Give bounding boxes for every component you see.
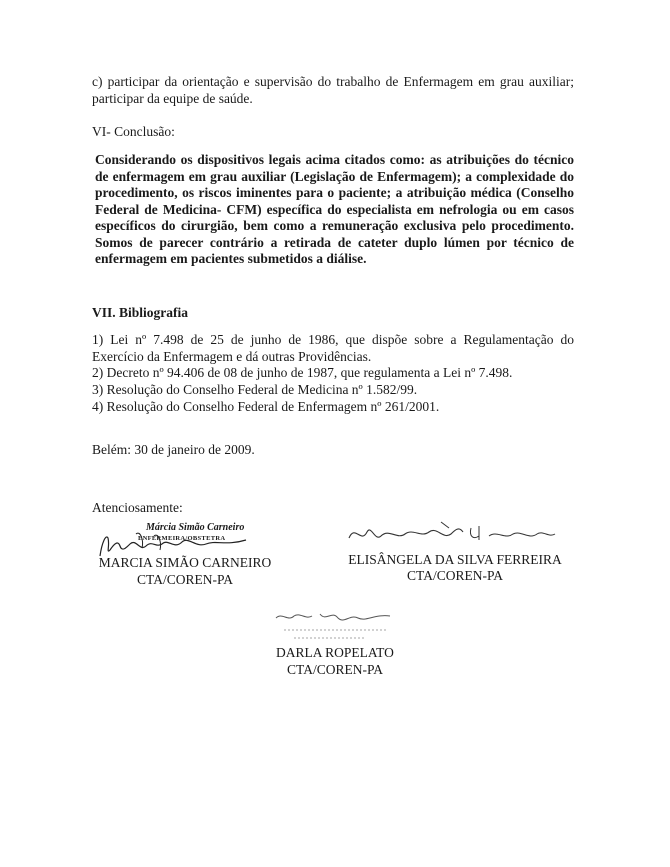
signatory-name-elisangela: ELISÂNGELA DA SILVA FERREIRA	[348, 552, 562, 567]
section-vi-title: VI- Conclusão:	[92, 124, 175, 139]
bibliography-item-1: 1) Lei nº 7.498 de 25 de junho de 1986, que dispõe sobre a Regulamentação do Exercício da Enfermagem e dá outras Providências.	[92, 332, 574, 364]
bibliography-item-3: 3) Resolução do Conselho Federal de Medicina nº 1.582/99.	[92, 382, 418, 397]
section-vii-title: VII. Bibliografia	[92, 305, 189, 320]
signature-darla	[270, 608, 400, 644]
signatory-name-darla: DARLA ROPELATO	[276, 645, 394, 660]
stamp-line-text: ENFERMEIRA/OBSTETRA	[138, 535, 226, 542]
signatory-role-darla: CTA/COREN-PA	[287, 662, 383, 677]
signatory-role-elisangela: CTA/COREN-PA	[407, 568, 503, 583]
bibliography-item-4: 4) Resolução do Conselho Federal de Enfermagem nº 261/2001.	[92, 399, 440, 414]
conclusion-paragraph: Considerando os dispositivos legais acima citados como: as atribuições do técnico de enfermagem em grau auxiliar (Legislação de Enfermagem); a complexidade do procedimento, os riscos iminentes para o paciente; a atribuição médica (Conselho Federal de Medicina- CFM) específica do especialista em nefrologia ou em casos específicos do cirurgião, bem como a remuneração exclusiva pelo procedimento. Somos de parecer contrário a retirada de cateter duplo lúmen por técnico de enfermagem em pacientes submetidos a diálise.	[95, 152, 574, 266]
date-line: Belém: 30 de janeiro de 2009.	[92, 442, 255, 457]
signature-elisangela	[345, 518, 560, 550]
signatory-role-marcia: CTA/COREN-PA	[137, 572, 233, 587]
signatory-name-marcia: MARCIA SIMÃO CARNEIRO	[98, 555, 272, 570]
item-c-paragraph: c) participar da orientação e supervisão do trabalho de Enfermagem em grau auxiliar; participar da equipe de saúde.	[92, 74, 574, 106]
stamp-name-text: Márcia Simão Carneiro	[146, 522, 245, 533]
closing-salutation: Atenciosamente:	[92, 500, 183, 515]
bibliography-item-2: 2) Decreto nº 94.406 de 08 de junho de 1987, que regulamenta a Lei nº 7.498.	[92, 365, 513, 380]
